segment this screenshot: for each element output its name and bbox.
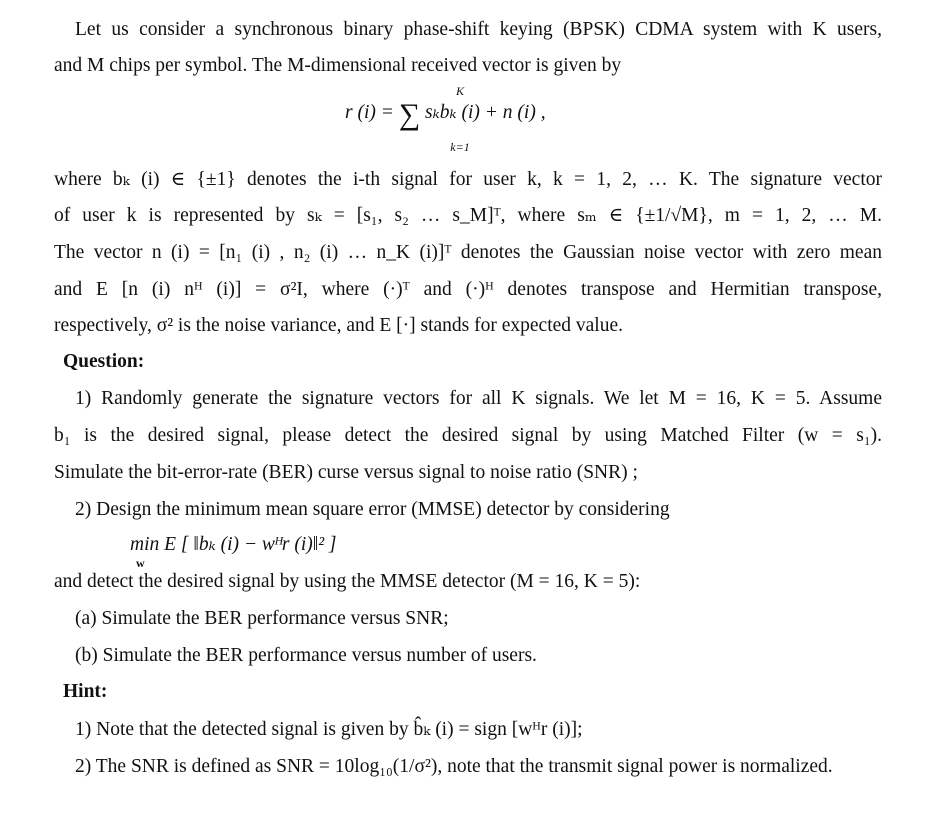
mmse-equation: min E [ ‖bₖ (i) − wᴴr (i)‖² ] bbox=[130, 534, 337, 555]
equation-rhs: sₖbₖ (i) + n (i) , bbox=[425, 102, 546, 123]
hint-line: 1) Note that the detected signal is given by b̂ₖ (i) = sign [wᴴr (i)]; bbox=[75, 719, 583, 740]
text-line: and M chips per symbol. The M-dimensional received vector is given by bbox=[54, 55, 622, 76]
text-line: Let us consider a synchronous binary phase-shift keying (BPSK) CDMA system with K users, bbox=[75, 19, 882, 40]
mmse-equation-subscript: w bbox=[136, 556, 145, 570]
sum-symbol: ∑ bbox=[398, 98, 421, 131]
equation-lhs: r (i) = bbox=[345, 102, 399, 123]
sum-lower-limit: k=1 bbox=[450, 140, 470, 154]
question-2-line: and detect the desired signal by using the MMSE detector (M = 16, K = 5): bbox=[54, 571, 641, 592]
hint-heading: Hint: bbox=[63, 681, 108, 702]
text-line: where bₖ (i) ∈ {±1} denotes the i-th signal for user k, k = 1, 2, … K. The signature vector bbox=[54, 169, 882, 190]
question-heading: Question: bbox=[63, 351, 145, 372]
question-2-intro: 2) Design the minimum mean square error (MMSE) detector by considering bbox=[75, 499, 670, 520]
question-2a: (a) Simulate the BER performance versus SNR; bbox=[75, 608, 449, 629]
text-line: and E [n (i) nᴴ (i)] = σ²I, where (·)ᵀ and (·)ᴴ denotes transpose and Hermitian transpose, bbox=[54, 279, 882, 300]
text-line: The vector n (i) = [n₁ (i) , n₂ (i) … n_K (i)]ᵀ denotes the Gaussian noise vector with zero mean bbox=[54, 242, 882, 263]
hint-line: 2) The SNR is defined as SNR = 10log₁₀(1/σ²), note that the transmit signal power is normalized. bbox=[75, 756, 833, 777]
sum-upper-limit: K bbox=[455, 84, 464, 98]
question-2b: (b) Simulate the BER performance versus number of users. bbox=[75, 645, 537, 666]
question-1-line: 1) Randomly generate the signature vectors for all K signals. We let M = 16, K = 5. Assume bbox=[75, 388, 882, 409]
question-1-line: Simulate the bit-error-rate (BER) curse versus signal to noise ratio (SNR) ; bbox=[54, 462, 638, 483]
text-line: respectively, σ² is the noise variance, and E [·] stands for expected value. bbox=[54, 315, 623, 336]
text-line: of user k is represented by sₖ = [s₁, s₂ … s_M]ᵀ, where sₘ ∈ {±1/√M}, m = 1, 2, … M. bbox=[54, 205, 882, 226]
question-1-line: b₁ is the desired signal, please detect the desired signal by using Matched Filter (w = s₁). bbox=[54, 425, 882, 446]
